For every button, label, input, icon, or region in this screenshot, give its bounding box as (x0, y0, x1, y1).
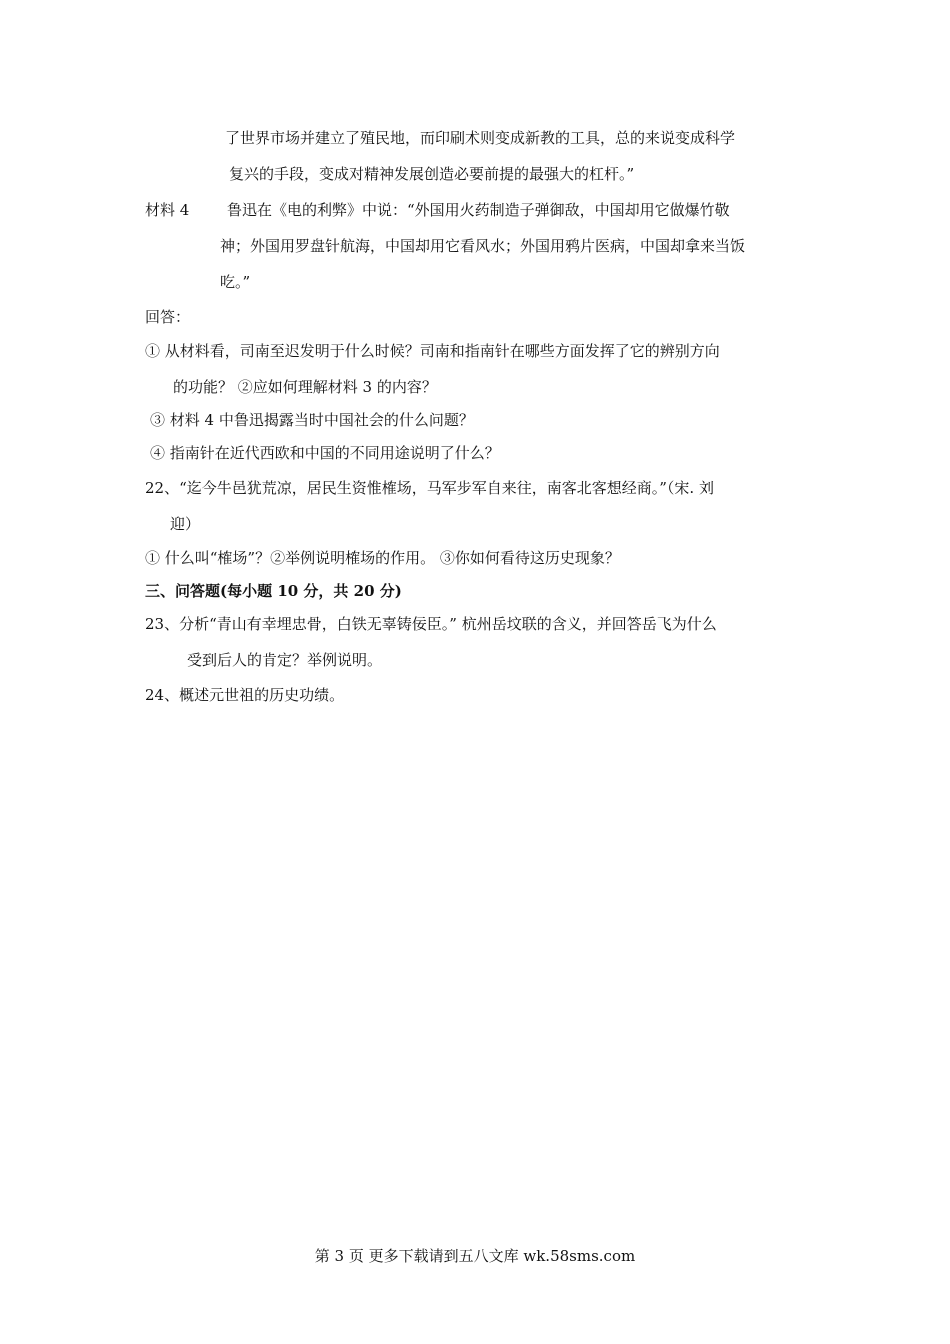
material4-label: 材料 4 (145, 201, 190, 219)
q21-sub3: ③ 材料 4 中鲁迅揭露当时中国社会的什么问题？ (150, 411, 474, 429)
page-footer: 第 3 页 更多下载请到五八文库 wk.58sms.com (314, 1247, 636, 1265)
q23-line2: 受到后人的肯定？举例说明。 (187, 651, 383, 669)
material3-line2: 复兴的手段，变成对精神发展创造必要前提的最强大的杠杆。” (229, 165, 635, 183)
q21-sub4: ④ 指南针在近代西欧和中国的不同用途说明了什么？ (150, 444, 500, 462)
q23-line1: 23、分析“青山有幸埋忠骨，白铁无辜铸佞臣。” 杭州岳坟联的含义，并回答岳飞为什么 (145, 615, 717, 633)
q22-line3: ① 什么叫“榷场”？②举例说明榷场的作用。 ③你如何看待这历史现象？ (145, 549, 620, 567)
section3-heading: 三、问答题(每小题 10 分，共 20 分) (145, 582, 402, 600)
answer-label: 回答： (145, 308, 191, 326)
material4-line1: 鲁迅在《电的利弊》中说：“外国用火药制造子弹御敌，中国却用它做爆竹敬 (227, 201, 730, 219)
material4-line3: 吃。” (220, 273, 251, 291)
material3-line1: 了世界市场并建立了殖民地，而印刷术则变成新教的工具，总的来说变成科学 (225, 129, 736, 147)
q21-sub1-line2: 的功能？ ②应如何理解材料 3 的内容？ (173, 378, 437, 396)
q22-line2: 迎） (170, 515, 201, 533)
q22-line1: 22、“迄今牛邑犹荒凉，居民生资惟榷场，马军步军自来往，南客北客想经商。”（宋. 刘 (145, 479, 714, 497)
q21-sub1-line1: ① 从材料看，司南至迟发明于什么时候？司南和指南针在哪些方面发挥了它的辨别方向 (145, 342, 720, 360)
material4-line2: 神；外国用罗盘针航海，中国却用它看风水；外国用鸦片医病，中国却拿来当饭 (220, 237, 746, 255)
q24-line1: 24、概述元世祖的历史功绩。 (145, 686, 345, 704)
